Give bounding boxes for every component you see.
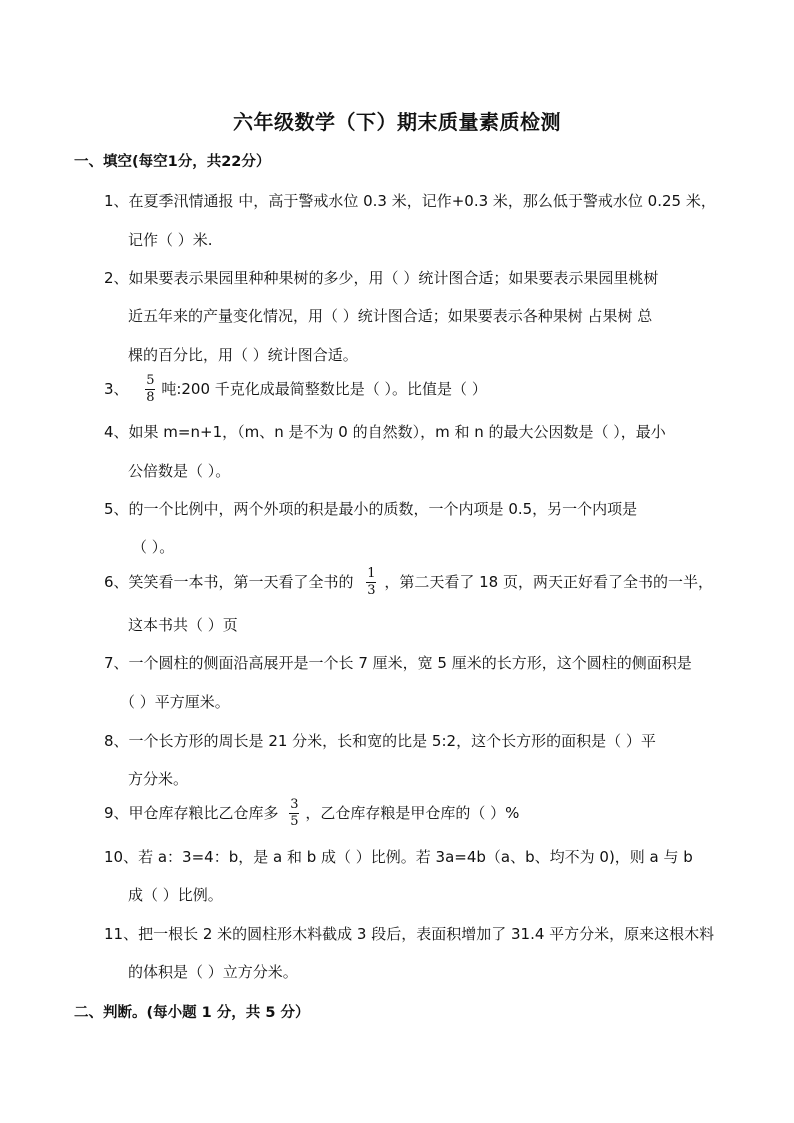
question-4-line-1: 4、如果 m=n+1，（m、n 是不为 0 的自然数），m 和 n 的最大公因数是（ ），最小	[104, 423, 666, 441]
section-fill-blank-heading: 一、填空(每空1分，共22分）	[74, 154, 271, 170]
question-11-line-2: 的体积是（ ）立方分米。	[128, 963, 298, 981]
question-3-text: 吨:200 千克化成最简整数比是（ ）。比值是（ ）	[161, 380, 487, 398]
question-2-line-1: 2、如果要表示果园里种种果树的多少，用（ ）统计图合适；如果要表示果园里桃树	[104, 269, 659, 287]
question-7-line-2: （ ）平方厘米。	[120, 693, 230, 711]
question-6-line-1	[104, 567, 713, 598]
section-true-false-heading: 二、判断。(每小题 1 分，共 5 分）	[74, 1005, 310, 1021]
question-3-number: 3、	[104, 380, 129, 398]
page-title: 六年级数学（下）期末质量素质检测	[233, 110, 561, 134]
question-3	[104, 374, 487, 405]
question-8-line-2: 方分米。	[128, 770, 189, 788]
fraction-one-third	[366, 567, 376, 598]
question-7-line-1: 7、一个圆柱的侧面沿高展开是一个长 7 厘米，宽 5 厘米的长方形，这个圆柱的侧面积是	[104, 654, 692, 672]
question-6-line-2: 这本书共（ ）页	[128, 616, 238, 634]
question-1-line-2: 记作（ ）米.	[128, 231, 213, 249]
question-2-line-2: 近五年来的产量变化情况，用（ ）统计图合适；如果要表示各种果树 占果树 总	[128, 307, 653, 325]
fraction-three-fifths	[289, 798, 299, 829]
fraction-denominator: 3	[367, 583, 376, 598]
question-2-line-3: 棵的百分比，用（ ）统计图合适。	[128, 346, 358, 364]
question-9-text-a: 9、甲仓库存粮比乙仓库多	[104, 804, 279, 822]
question-1-line-1: 1、在夏季汛情通报 中，高于警戒水位 0.3 米，记作+0.3 米，那么低于警戒水位 0.25 米，	[104, 192, 716, 210]
question-4-line-2: 公倍数是（ ）。	[128, 462, 231, 480]
fraction-numerator: 1	[367, 566, 376, 581]
question-9-text-b: ，乙仓库存粮是甲仓库的（ ）%	[305, 804, 520, 822]
question-9	[104, 798, 519, 829]
question-11-line-1: 11、把一根长 2 米的圆柱形木料截成 3 段后，表面积增加了 31.4 平方分米，原来这根木料	[104, 925, 715, 943]
question-5-line-1: 5、的一个比例中，两个外项的积是最小的质数，一个内项是 0.5，另一个内项是	[104, 500, 638, 518]
question-8-line-1: 8、一个长方形的周长是 21 分米，长和宽的比是 5:2，这个长方形的面积是（ ）平	[104, 732, 656, 750]
question-10-line-2: 成（ ）比例。	[128, 886, 223, 904]
fraction-numerator: 3	[290, 797, 299, 812]
question-6-text-a: 6、笑笑看一本书，第一天看了全书的	[104, 573, 354, 591]
question-5-line-2: （ ）。	[132, 538, 175, 556]
fraction-denominator: 8	[146, 390, 155, 405]
question-6-text-b: ，第二天看了 18 页，两天正好看了全书的一半，	[384, 573, 713, 591]
question-10-line-1: 10、若 a：3=4：b，是 a 和 b 成（ ）比例。若 3a=4b（a、b、均不为 0)，则 a 与 b	[104, 848, 693, 866]
fraction-denominator: 5	[290, 814, 299, 829]
fraction-numerator: 5	[146, 373, 155, 388]
fraction-five-eighths	[145, 374, 155, 405]
